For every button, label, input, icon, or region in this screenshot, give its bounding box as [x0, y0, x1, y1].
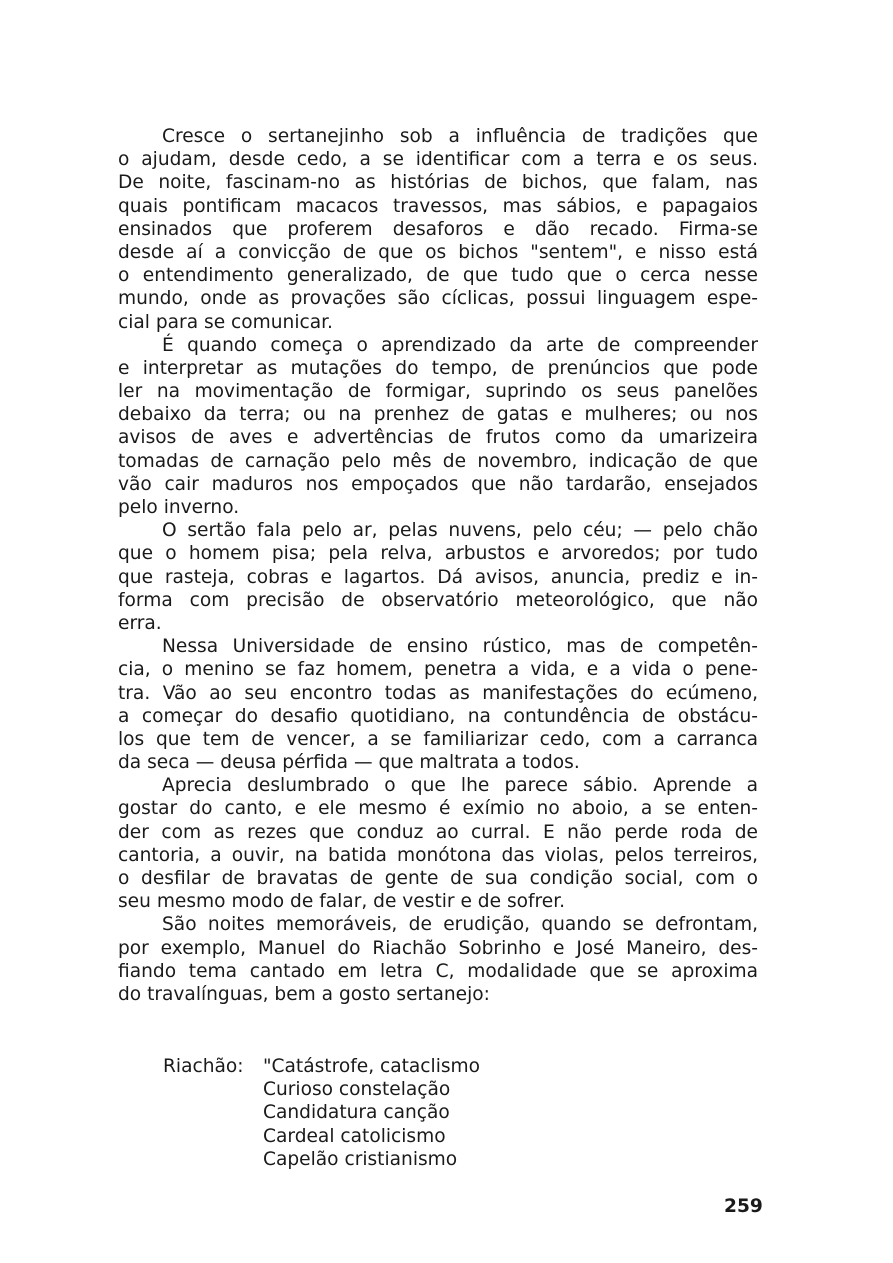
paragraph-2-line: É quando começa o aprendizado da arte de compreender	[162, 334, 758, 356]
paragraph-1-line: cial para se comunicar.	[118, 311, 333, 333]
paragraph-3-line: que rasteja, cobras e lagartos. Dá avisos, anuncia, prediz e in-	[118, 566, 758, 588]
paragraph-6-line: por exemplo, Manuel do Riachão Sobrinho e José Maneiro, des-	[118, 937, 758, 959]
paragraph-1-line: mundo, onde as provações são cíclicas, possui linguagem espe-	[118, 288, 758, 310]
paragraph-4-line: los que tem de vencer, a se familiarizar cedo, com a carranca	[118, 728, 758, 750]
paragraph-4-line: Nessa Universidade de ensino rústico, mas de competên-	[162, 636, 758, 658]
paragraph-1-line: desde aí a convicção de que os bichos "sentem", e nisso está	[118, 241, 758, 263]
paragraph-5-line: der com as rezes que conduz ao curral. E não perde roda de	[118, 821, 758, 843]
paragraph-1-line: De noite, fascinam-no as histórias de bichos, que falam, nas	[118, 172, 758, 194]
paragraph-3-line: que o homem pisa; pela relva, arbustos e arvoredos; por tudo	[118, 543, 758, 565]
paragraph-5-line: gostar do canto, e ele mesmo é exímio no aboio, a se enten-	[118, 798, 758, 820]
paragraph-5-line: Aprecia deslumbrado o que lhe parece sábio. Aprende a	[162, 775, 758, 797]
paragraph-2-line: e interpretar as mutações do tempo, de prenúncios que pode	[118, 357, 758, 379]
paragraph-3-line: forma com precisão de observatório meteorológico, que não	[118, 589, 758, 611]
poem-verse: Cardeal catolicismo	[263, 1125, 446, 1147]
paragraph-5-line: o desfilar de bravatas de gente de sua condição social, com o	[118, 868, 758, 889]
paragraph-1-line: o entendimento generalizado, de que tudo que o cerca nesse	[118, 265, 758, 287]
paragraph-4-line: tra. Vão ao seu encontro todas as manifestações do ecúmeno,	[118, 682, 758, 704]
paragraph-2-line: vão cair maduros nos empoçados que não tardarão, ensejados	[118, 473, 758, 495]
body-text	[118, 125, 758, 1006]
poem-line	[163, 1078, 643, 1101]
poem-speaker: Riachão:	[163, 1056, 244, 1077]
poem-line	[163, 1148, 643, 1171]
paragraph-1-line: ensinados que proferem desaforos e dão recado. Firma-se	[118, 218, 758, 240]
poem-verse: "Catástrofe, cataclismo	[263, 1056, 481, 1077]
paragraph-2-line: avisos de aves e advertências de frutos como da umarizeira	[118, 427, 758, 449]
poem-verse: Curioso constelação	[263, 1079, 451, 1101]
paragraph-4-line: cia, o menino se faz homem, penetra a vida, e a vida o pene-	[118, 659, 758, 681]
paragraph-6-line: São noites memoráveis, de erudição, quando se defrontam,	[162, 914, 758, 936]
poem-line	[163, 1101, 643, 1124]
poem-verse: Candidatura canção	[263, 1102, 450, 1124]
paragraph-4-line: da seca — deusa pérfida — que maltrata a todos.	[118, 752, 580, 774]
paragraph-2-line: ler na movimentação de formigar, suprindo os seus panelões	[118, 381, 758, 403]
paragraph-5-line: cantoria, a ouvir, na batida monótona das violas, pelos terreiros,	[118, 844, 758, 866]
paragraph-3-line: erra.	[118, 612, 162, 634]
paragraph-2-line: pelo inverno.	[118, 497, 240, 518]
paragraph-1-line: Cresce o sertanejinho sob a influência de tradições que	[162, 126, 758, 147]
paragraph-6-line: fiando tema cantado em letra C, modalidade que se aproxima	[118, 960, 758, 982]
paragraph-2-line: debaixo da terra; ou na prenhez de gatas e mulheres; ou nos	[118, 404, 758, 426]
paragraph-5-line: seu mesmo modo de falar, de vestir e de sofrer.	[118, 891, 566, 913]
paragraph-6-line: do travalínguas, bem a gosto sertanejo:	[118, 983, 490, 1005]
poem-line	[163, 1125, 643, 1148]
poem-block	[163, 1055, 643, 1171]
poem-verse: Capelão cristianismo	[263, 1148, 458, 1170]
paragraph-2-line: tomadas de carnação pelo mês de novembro, indicação de que	[118, 450, 758, 472]
paragraph-1-line: quais pontificam macacos travessos, mas sábios, e papagaios	[118, 195, 758, 217]
paragraph-4-line: a começar do desafio quotidiano, na contundência de obstácu-	[118, 705, 758, 727]
poem-line	[163, 1055, 643, 1078]
page-number: 259	[724, 1196, 763, 1217]
paragraph-3-line: O sertão fala pelo ar, pelas nuvens, pelo céu; — pelo chão	[162, 520, 758, 542]
paragraph-1-line: o ajudam, desde cedo, a se identificar com a terra e os seus.	[118, 149, 758, 171]
